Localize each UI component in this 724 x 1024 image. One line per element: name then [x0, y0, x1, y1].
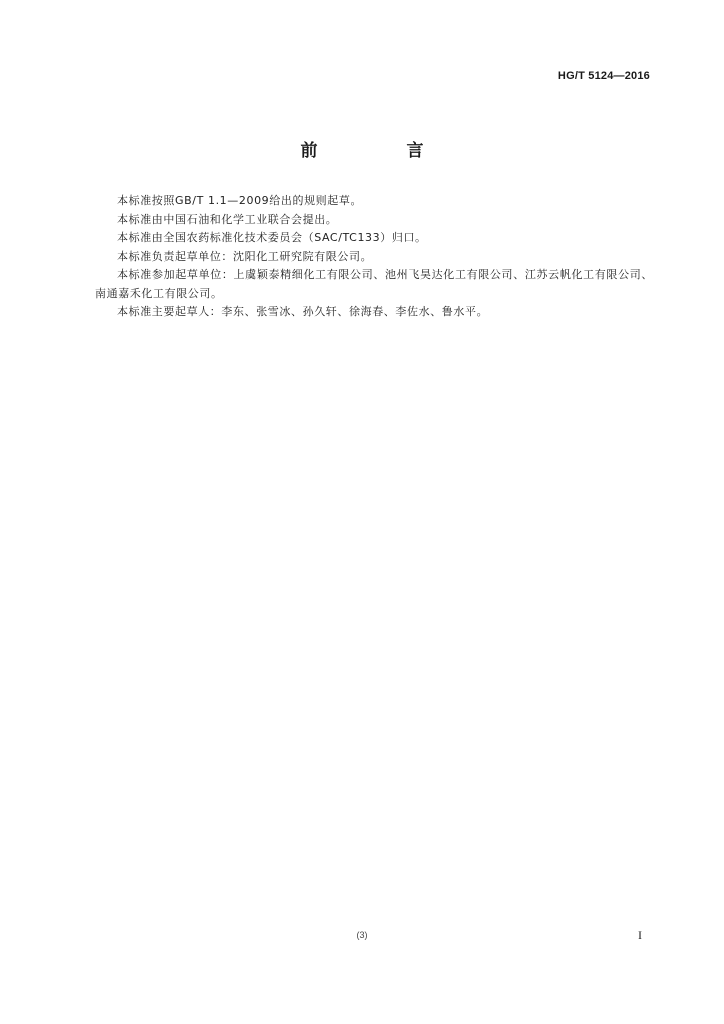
paragraph-responsible-drafter: 本标准负责起草单位：沈阳化工研究院有限公司。 [117, 249, 373, 263]
paragraph-participating-drafters: 本标准参加起草单位：上虞颖泰精细化工有限公司、池州飞昊达化工有限公司、江苏云帆化工有限公司、南通嘉禾化工有限公司。 [95, 268, 653, 300]
paragraph-technical-committee: 本标准由全国农药标准化技术委员会（SAC/TC133）归口。 [117, 231, 427, 244]
footer-center-mark: (3) [356, 930, 368, 940]
paragraph-drafting-rules: 本标准按照GB/T 1.1—2009给出的规则起草。 [117, 194, 363, 207]
foreword-body [95, 192, 653, 322]
paragraph-main-drafters: 本标准主要起草人：李东、张雪冰、孙久轩、徐海春、李佐水、鲁水平。 [117, 305, 489, 318]
standard-code: HG/T 5124—2016 [557, 70, 650, 82]
page-number: I [638, 928, 642, 942]
page-title: 前 言 [300, 141, 460, 161]
paragraph-proposer: 本标准由中国石油和化学工业联合会提出。 [117, 212, 338, 226]
